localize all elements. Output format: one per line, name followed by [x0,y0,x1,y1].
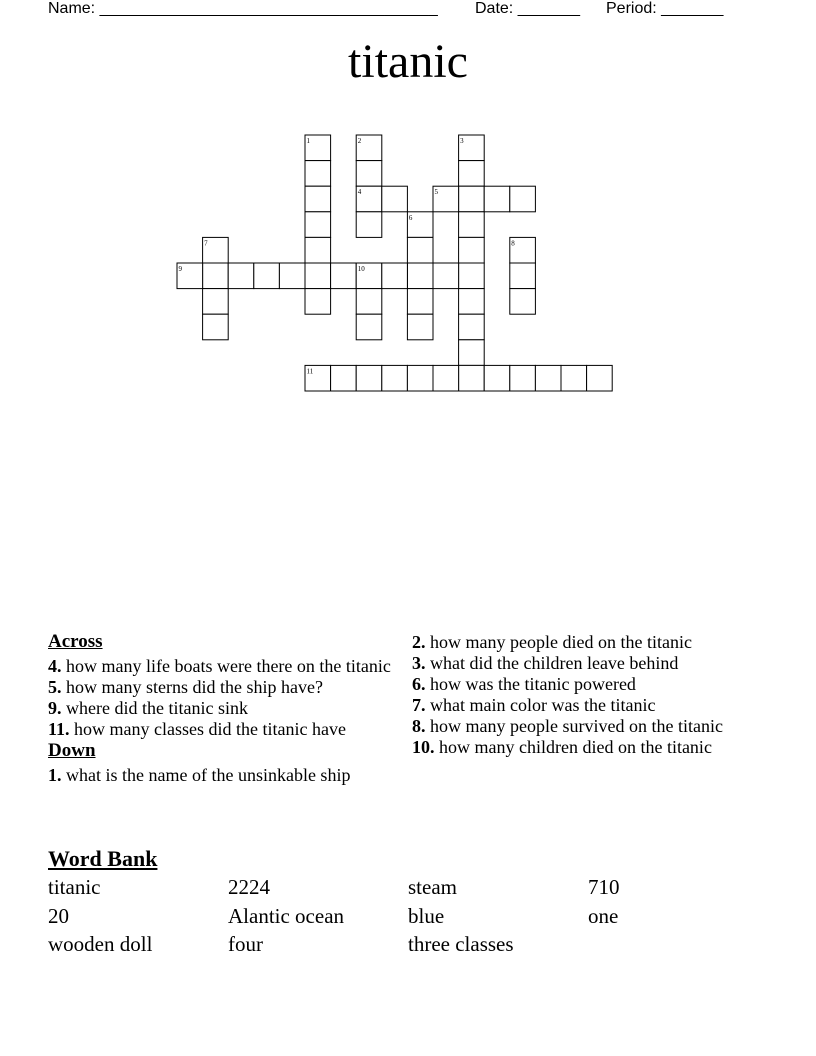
clue-item-number: 11. [48,719,70,739]
clue-item-number: 3. [412,653,426,673]
grid-cell[interactable] [356,161,382,187]
grid-cell[interactable] [484,365,510,391]
clue-item-text: how many children died on the titanic [434,737,712,757]
clue-item-text: how many people survived on the titanic [425,716,723,736]
grid-cell[interactable] [203,314,229,340]
clue-item-text: how many people died on the titanic [425,632,692,652]
grid-cell[interactable] [203,289,229,315]
grid-cell[interactable] [459,212,485,238]
page-title: titanic [348,35,468,88]
clue-item [412,653,762,673]
grid-cell[interactable] [305,237,331,263]
grid-cell[interactable] [356,365,382,391]
clue-item-text: how was the titanic powered [425,674,636,694]
clue-item [48,656,393,676]
grid-cell[interactable] [561,365,587,391]
clue-number: 1 [306,137,310,145]
grid-cell[interactable] [305,263,331,289]
clue-item-text: how many classes did the titanic have [69,719,346,739]
word-bank-title: Word Bank [48,846,158,871]
down-clue-list [48,765,393,785]
grid-cell[interactable] [382,263,408,289]
clue-item [48,765,393,785]
date-field-label: Date: _______ [475,0,580,17]
grid-cell[interactable] [407,365,433,391]
down-heading: Down [48,740,96,761]
grid-cell[interactable] [459,237,485,263]
grid-cell[interactable] [305,161,331,187]
grid-cell[interactable] [382,186,408,212]
word-bank-item: titanic [48,875,101,899]
clue-item-number: 1. [48,765,62,785]
word-bank-item: 20 [48,904,69,928]
clue-item-number: 10. [412,737,435,757]
clue-number: 3 [460,137,464,145]
grid-cell[interactable] [356,289,382,315]
grid-cell[interactable] [587,365,613,391]
grid-cell[interactable] [510,365,536,391]
grid-cell[interactable] [510,263,536,289]
grid-cell[interactable] [459,263,485,289]
grid-cell[interactable] [305,212,331,238]
grid-cell[interactable] [382,365,408,391]
grid-cell[interactable] [407,237,433,263]
grid-cell[interactable] [279,263,305,289]
clue-number: 6 [408,213,413,222]
clue-item [412,695,762,715]
clues-right-column [412,632,762,758]
grid-cell[interactable] [510,289,536,315]
clue-item-number: 5. [48,677,62,697]
grid-cell[interactable] [459,314,485,340]
clue-number: 4 [357,188,362,197]
clue-number: 11 [306,367,314,376]
grid-cell[interactable] [459,289,485,315]
name-field-label: Name: ______________________________________ [48,0,438,17]
grid-cell[interactable] [407,289,433,315]
down-clue-list-continued [412,632,762,757]
clue-number: 8 [511,239,515,248]
period-field-label: Period: _______ [606,0,724,17]
word-bank-item: four [228,932,263,956]
word-bank-item: wooden doll [48,932,153,956]
clue-item-text: what main color was the titanic [425,695,656,715]
word-bank-item: blue [408,904,445,928]
grid-cell[interactable] [356,314,382,340]
word-bank-item: 2224 [228,875,270,899]
grid-cell[interactable] [433,365,459,391]
clue-item-number: 8. [412,716,426,736]
crossword-grid [0,0,816,420]
clue-item [48,719,393,739]
word-bank-item: steam [408,875,457,899]
clue-number: 5 [434,188,438,197]
across-clue-list [48,656,393,739]
grid-cell[interactable] [356,212,382,238]
clue-number: 9 [178,265,182,273]
clue-item [48,698,393,718]
clues-left-column [48,632,393,786]
grid-cell[interactable] [407,263,433,289]
clue-item-number: 9. [48,698,62,718]
grid-cell[interactable] [203,263,229,289]
clue-item [412,737,762,757]
grid-cell[interactable] [407,314,433,340]
grid-cell[interactable] [459,186,485,212]
word-bank-item: three classes [408,932,514,956]
grid-cell[interactable] [459,161,485,187]
clue-item [412,632,762,652]
word-bank-item: Alantic ocean [228,904,345,928]
across-heading: Across [48,631,103,652]
clue-item [412,716,762,736]
grid-cell[interactable] [254,263,280,289]
grid-cell[interactable] [331,263,357,289]
word-bank-item: 710 [588,875,620,899]
grid-cell[interactable] [305,289,331,315]
grid-cell[interactable] [305,186,331,212]
clue-item-text: how many life boats were there on the titanic [61,656,391,676]
grid-cell[interactable] [433,263,459,289]
grid-cell[interactable] [228,263,254,289]
clue-item-number: 4. [48,656,62,676]
clue-item-text: what is the name of the unsinkable ship [61,765,351,785]
clue-item-text: where did the titanic sink [61,698,248,718]
grid-cell[interactable] [484,186,510,212]
clue-number: 10 [357,265,365,273]
clue-item-text: what did the children leave behind [425,653,679,673]
clue-number: 2 [357,137,362,145]
grid-cell[interactable] [331,365,357,391]
clue-item-number: 6. [412,674,426,694]
word-bank-item: one [588,904,619,928]
grid-cell[interactable] [459,365,485,391]
clue-item-number: 2. [412,632,426,652]
grid-cell[interactable] [535,365,561,391]
clue-item [412,674,762,694]
clue-item [48,677,393,697]
grid-cell[interactable] [459,340,485,366]
clue-item-text: how many sterns did the ship have? [61,677,323,697]
clue-item-number: 7. [412,695,426,715]
grid-cell[interactable] [510,186,536,212]
clue-number: 7 [204,239,208,248]
